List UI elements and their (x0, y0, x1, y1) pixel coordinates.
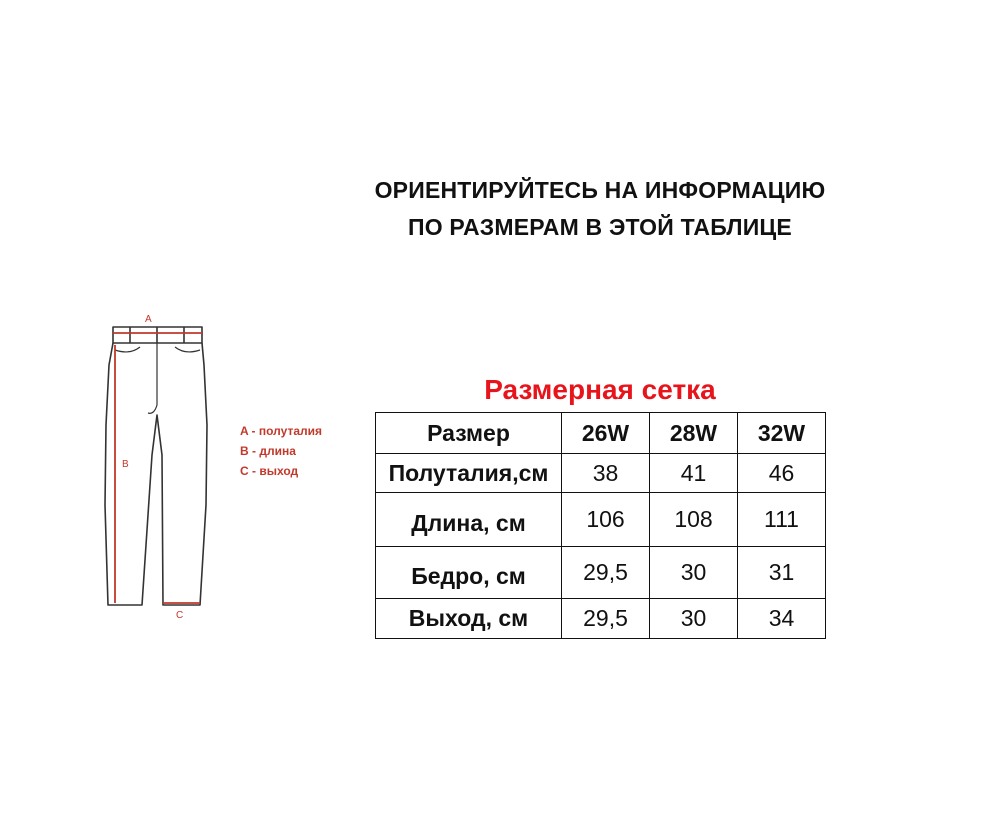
size-table (375, 412, 826, 639)
table-cell: 30 (650, 547, 738, 599)
header-cell: Размер (376, 413, 562, 454)
diagram-label-c: C (176, 610, 184, 621)
row-label: Выход, см (376, 599, 562, 639)
legend-item-c: C - выход (240, 464, 299, 478)
page-heading-line-2: ПО РАЗМЕРАМ В ЭТОЙ ТАБЛИЦЕ (408, 214, 792, 240)
legend-item-b: B - длина (240, 444, 296, 458)
row-label: Длина, см (376, 493, 562, 547)
table-cell: 34 (738, 599, 826, 639)
size-chart-title: Размерная сетка (484, 374, 716, 405)
table-cell: 106 (562, 493, 650, 547)
page-heading-line-1: ОРИЕНТИРУЙТЕСЬ НА ИНФОРМАЦИЮ (374, 177, 826, 203)
pants-diagram (100, 305, 230, 625)
row-label: Бедро, см (376, 547, 562, 599)
table-row (376, 493, 826, 547)
table-cell: 29,5 (562, 547, 650, 599)
table-row (376, 547, 826, 599)
diagram-label-b: B (122, 459, 129, 470)
measurement-legend (240, 421, 322, 481)
table-row (376, 599, 826, 639)
table-cell: 108 (650, 493, 738, 547)
table-cell: 41 (650, 454, 738, 493)
table-cell: 30 (650, 599, 738, 639)
table-cell: 111 (738, 493, 826, 547)
table-cell: 31 (738, 547, 826, 599)
header-cell: 26W (562, 413, 650, 454)
table-row (376, 454, 826, 493)
table-cell: 29,5 (562, 599, 650, 639)
diagram-label-a: A (145, 314, 152, 325)
table-cell: 46 (738, 454, 826, 493)
table-header-row (376, 413, 826, 454)
legend-item-a: A - полуталия (240, 424, 323, 438)
header-cell: 28W (650, 413, 738, 454)
header-cell: 32W (738, 413, 826, 454)
pants-outline (105, 327, 207, 605)
table-cell: 38 (562, 454, 650, 493)
row-label: Полуталия,см (376, 454, 562, 493)
